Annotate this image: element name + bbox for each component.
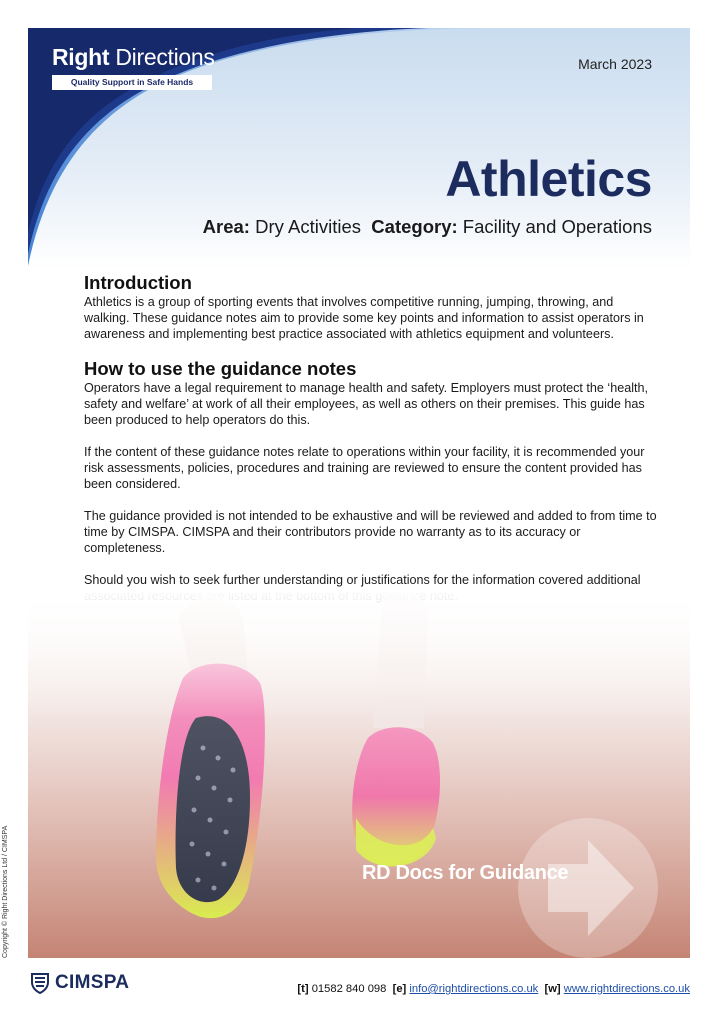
runner-shoes-photo	[28, 588, 690, 958]
logo-tagline: Quality Support in Safe Hands	[52, 75, 212, 90]
document-page	[28, 28, 690, 958]
web-label: [w]	[544, 983, 561, 995]
guidance-banner-text: RD Docs for Guidance	[362, 862, 569, 884]
category-value: Facility and Operations	[462, 216, 652, 237]
howto-paragraph: If the content of these guidance notes relate to operations within your facility, it is recommended your risk assessments, policies, procedures and training are reviewed to ensure the content provided has been considered.	[84, 445, 645, 491]
document-date: March 2023	[578, 56, 652, 72]
cimspa-shield-icon	[30, 972, 50, 994]
page-title: Athletics	[445, 151, 652, 207]
main-content	[84, 272, 660, 620]
tel-label: [t]	[297, 983, 309, 995]
web-link[interactable]: www.rightdirections.co.uk	[563, 983, 690, 995]
area-label: Area:	[202, 216, 250, 237]
howto-heading: How to use the guidance notes	[84, 358, 357, 379]
copyright-notice: Copyright © Right Directions Ltd / CIMSPA	[2, 825, 9, 958]
logo-name-light: Directions	[115, 44, 215, 70]
intro-paragraph: Athletics is a group of sporting events that involves competitive running, jumping, throwing, and walking. These guidance notes aim to provide some key points and information to assist operators in awareness and implementing best practice associated with athletics equipment and volunteers.	[84, 295, 644, 341]
logo-name-bold: Right	[52, 44, 110, 70]
intro-heading: Introduction	[84, 272, 192, 293]
tel-value: 01582 840 098	[311, 983, 387, 995]
area-category-line	[203, 216, 652, 238]
category-label: Category:	[371, 216, 458, 237]
area-value: Dry Activities	[255, 216, 362, 237]
right-directions-logo	[52, 44, 215, 90]
howto-paragraph: Operators have a legal requirement to manage health and safety. Employers must protect the ‘health, safety and welfare’ at work of all their employees, as well as others on their premises. This guide has been produced to help operators do this.	[84, 381, 649, 427]
howto-paragraph: The guidance provided is not intended to be exhaustive and will be reviewed and added to from time to time by CIMSPA. CIMSPA and their contributors provide no warranty as to its accuracy or completeness.	[84, 509, 657, 555]
footer-contact	[297, 983, 690, 995]
email-label: [e]	[392, 983, 407, 995]
cimspa-logo	[30, 972, 129, 994]
howto-paragraph: Should you wish to seek further understanding or justifications for the information covered additional	[84, 573, 641, 587]
cimspa-wordmark: CIMSPA	[55, 972, 130, 993]
email-link[interactable]: info@rightdirections.co.uk	[409, 983, 539, 995]
